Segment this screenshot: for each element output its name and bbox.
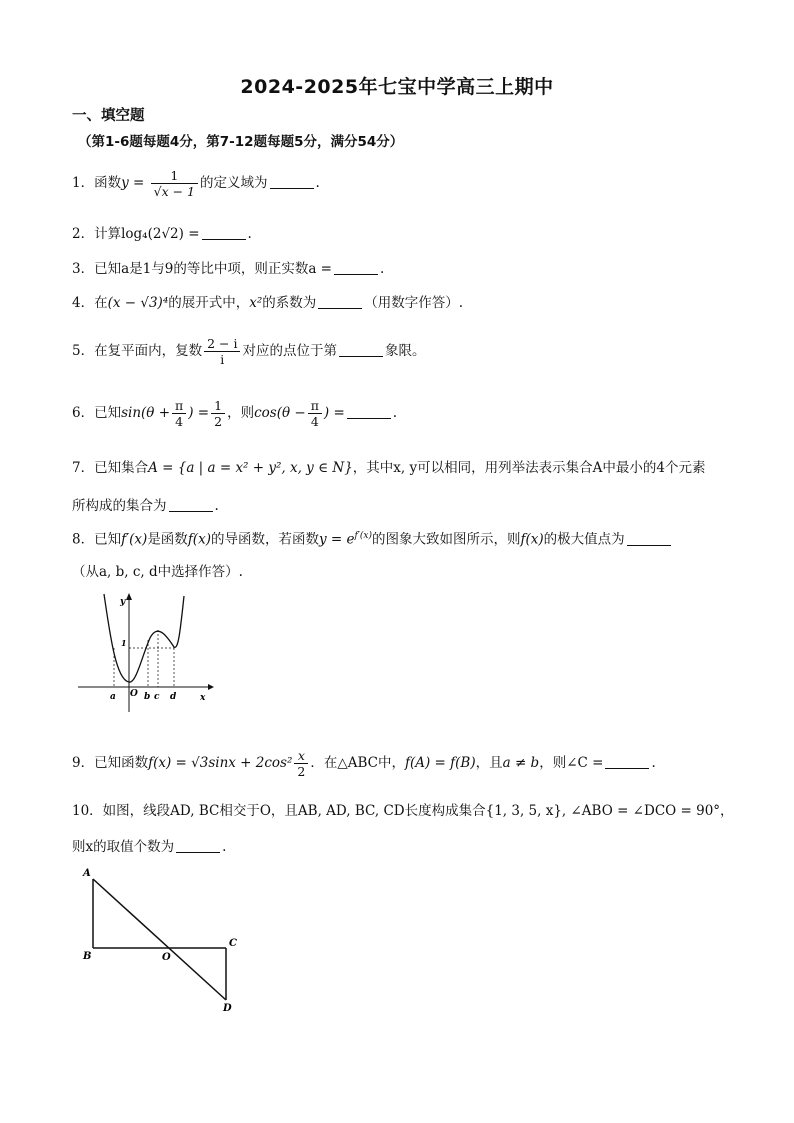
answer-blank[interactable] [605,756,649,769]
point-b-label: b [144,692,151,702]
x-axis-arrow [208,684,214,690]
x-axis-label: x [200,693,206,703]
intersection-O-label: O [162,952,171,963]
question-7: 7．已知集合A = {a | a = x² + y², x, y ∈ N}，其中x, y可以相同，用列举法表示集合A中最小的4个元素 [72,460,706,476]
origin-label: O [130,689,138,699]
answer-blank[interactable] [270,176,314,189]
vertex-B-label: B [83,951,92,962]
vertex-A-label: A [83,868,91,879]
question-4: 4．在(x − √3)⁴的展开式中，x²的系数为 （用数字作答）. [72,295,464,311]
answer-blank[interactable] [334,262,378,275]
curve [104,594,184,682]
point-c-label: c [154,692,160,702]
q1-fraction: $\frac{1}{√x - 1}$ [151,168,198,199]
scoring-note: （第1-6题每题4分，第7-12题每题5分，满分54分） [78,134,404,150]
answer-blank[interactable] [339,344,383,357]
answer-blank[interactable] [169,499,213,512]
question-5: 5．在复平面内，复数 $\frac{2 - i}{i}$ 对应的点位于第 象限。 [72,336,426,367]
question-9: 9．已知函数f(x) = √3sinx + 2cos² $\frac{x}{2}$ ．在△ABC中，f(A) = f(B)，且a ≠ b，则∠C = . [72,748,656,779]
y-axis-arrow [126,593,132,600]
question-6: 6．已知sin(θ + $\frac{\pi}{4}$ ) = $\frac{1}{2}$ ，则cos(θ − $\frac{\pi}{4}$ ) = . [72,398,398,429]
answer-blank[interactable] [347,406,391,419]
page-title: 2024-2025年七宝中学高三上期中 [240,76,554,98]
answer-blank[interactable] [176,840,220,853]
vertex-C-label: C [229,938,237,949]
point-a-label: a [110,692,116,702]
section-heading: 一、填空题 [72,108,145,124]
point-d-label: d [170,692,177,702]
question-1: 1．函数y = $\frac{1}{√x - 1}$ 的定义域为 . [72,168,320,199]
question-10: 10．如图，线段AD, BC相交于O，且AB, AD, BC, CD长度构成集合{1, 3, 5, x}, ∠ABO = ∠DCO = 90°， [72,803,734,819]
question-8: 8．已知f′(x)是函数f(x)的导函数，若函数$y = e^{f'(x)}$的图象大致如图所示，则f(x)的极大值点为 [72,526,673,550]
y-axis-label: y [120,597,126,607]
q8-graph [76,590,216,714]
question-2: 2．计算log₄(2√2) = . [72,226,252,242]
question-8-line-2: （从a, b, c, d中选择作答）. [72,564,243,580]
q10-figure [78,864,248,1014]
question-3: 3．已知a是1与9的等比中项，则正实数a = . [72,261,385,277]
question-10-line-2: 则x的取值个数为 . [72,839,227,855]
tick-label-1: 1 [121,638,127,648]
segment-AD [93,879,226,1000]
question-7-line-2: 所构成的集合为 . [72,498,219,514]
answer-blank[interactable] [627,533,671,546]
answer-blank[interactable] [318,296,362,309]
vertex-D-label: D [223,1003,232,1014]
answer-blank[interactable] [202,227,246,240]
q5-fraction: $\frac{2 - i}{i}$ [204,336,240,367]
